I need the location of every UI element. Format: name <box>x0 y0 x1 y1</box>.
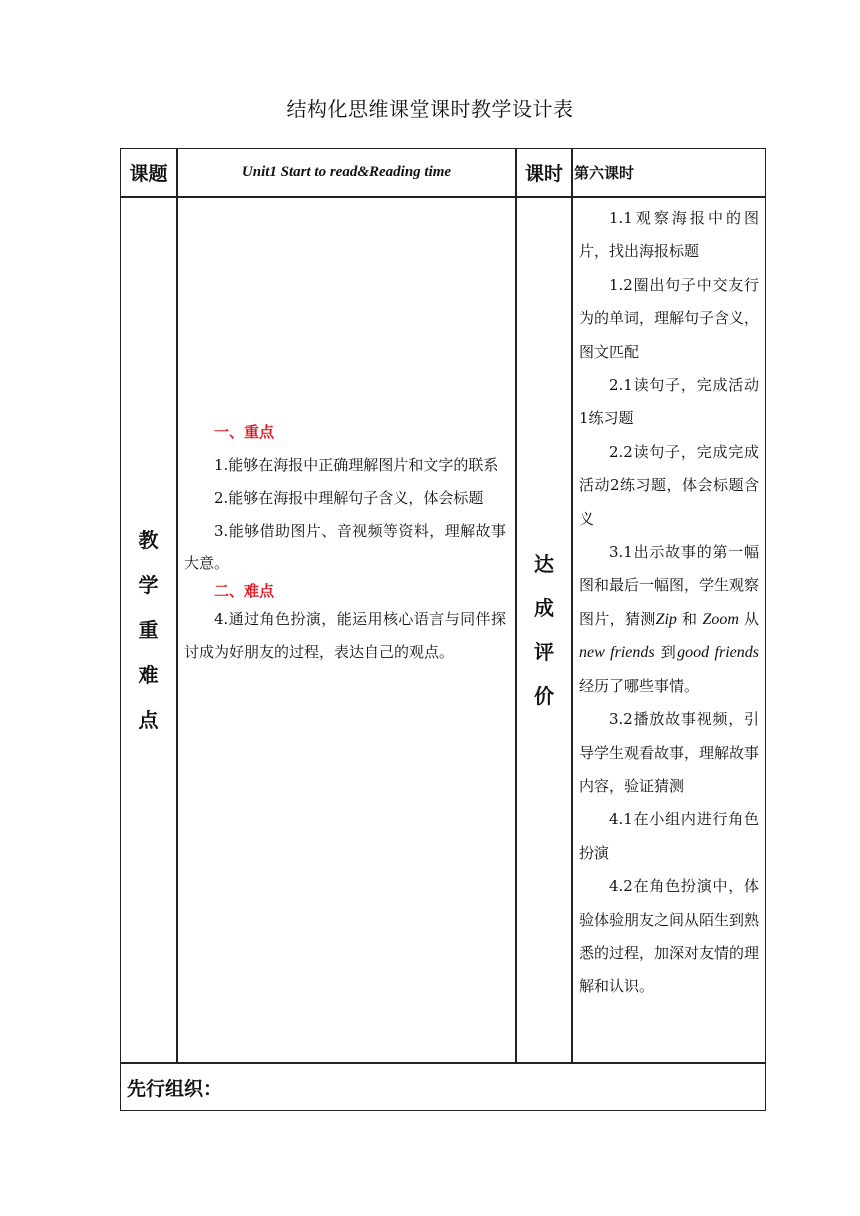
evaluation-term: Zoom <box>702 610 739 628</box>
evaluation-item: 1.1观察海报中的图片，找出海报标题 <box>579 209 759 261</box>
evaluation-item <box>579 536 759 703</box>
difficult-point: 4.通过角色扮演，能运用核心语言与同伴探讨成为好朋友的过程，表达自己的观点。 <box>184 610 506 661</box>
period-label: 课时 <box>524 163 563 185</box>
difficult-heading: 二、难点 <box>214 582 275 600</box>
column-divider <box>571 148 573 1062</box>
evaluation-item: 4.2在角色扮演中，体验体验朋友之间从陌生到熟悉的过程，加深对友情的理解和认识。 <box>579 877 760 996</box>
evaluation-label-char: 评 <box>534 640 554 664</box>
key-point: 2.能够在海报中理解句子含义，体会标题 <box>214 489 484 507</box>
evaluation-text: 经历了哪些事情。 <box>579 676 700 695</box>
topic-value: Unit1 Start to read&Reading time <box>241 164 452 180</box>
evaluation-item: 2.2读句子，完成完成活动2练习题，体会标题含义 <box>579 442 759 528</box>
focus-label-char: 教 <box>138 528 159 552</box>
evaluation-item: 4.1在小组内进行角色扮演 <box>579 810 759 862</box>
focus-label-char: 难 <box>138 663 159 687</box>
page-title: 结构化思维课堂课时教学设计表 <box>286 97 574 121</box>
evaluation-term: good friends <box>677 644 759 662</box>
focus-label-char: 学 <box>138 573 159 597</box>
focus-label-char: 点 <box>138 708 159 732</box>
key-heading: 一、重点 <box>214 423 275 441</box>
evaluation-text: 从 <box>743 609 759 628</box>
focus-label-char: 重 <box>138 618 159 642</box>
row-divider <box>120 196 766 198</box>
evaluation-label-char: 达 <box>534 552 554 576</box>
evaluation-label <box>517 198 571 1062</box>
evaluation-text: 到 <box>660 643 678 662</box>
key-point: 3.能够借助图片、音视频等资料，理解故事大意。 <box>184 522 506 572</box>
focus-content <box>184 416 506 669</box>
evaluation-text: 和 <box>682 609 698 628</box>
evaluation-item: 2.1读句子，完成活动1练习题 <box>579 376 759 428</box>
evaluation-term: new friends <box>579 644 655 662</box>
evaluation-item: 3.2播放故事视频，引导学生观看故事，理解故事内容，验证猜测 <box>579 710 760 795</box>
key-point: 1.能够在海报中正确理解图片和文字的联系 <box>214 456 499 474</box>
advance-organizer-label: 先行组织： <box>127 1078 223 1100</box>
topic-label: 课题 <box>129 163 168 185</box>
column-divider <box>176 148 178 1062</box>
period-value: 第六课时 <box>574 164 635 182</box>
focus-label <box>121 198 176 1062</box>
evaluation-label-char: 价 <box>534 684 554 708</box>
evaluation-item: 1.2圈出句子中交友行为的单词，理解句子含义，图文匹配 <box>579 275 760 361</box>
evaluation-term: Zip <box>655 610 677 628</box>
evaluation-text: 3.1出示故事的第一幅图和最后一幅图，学生观察图片，猜测 <box>579 543 760 628</box>
evaluation-content <box>579 202 759 1004</box>
evaluation-label-char: 成 <box>534 596 554 620</box>
